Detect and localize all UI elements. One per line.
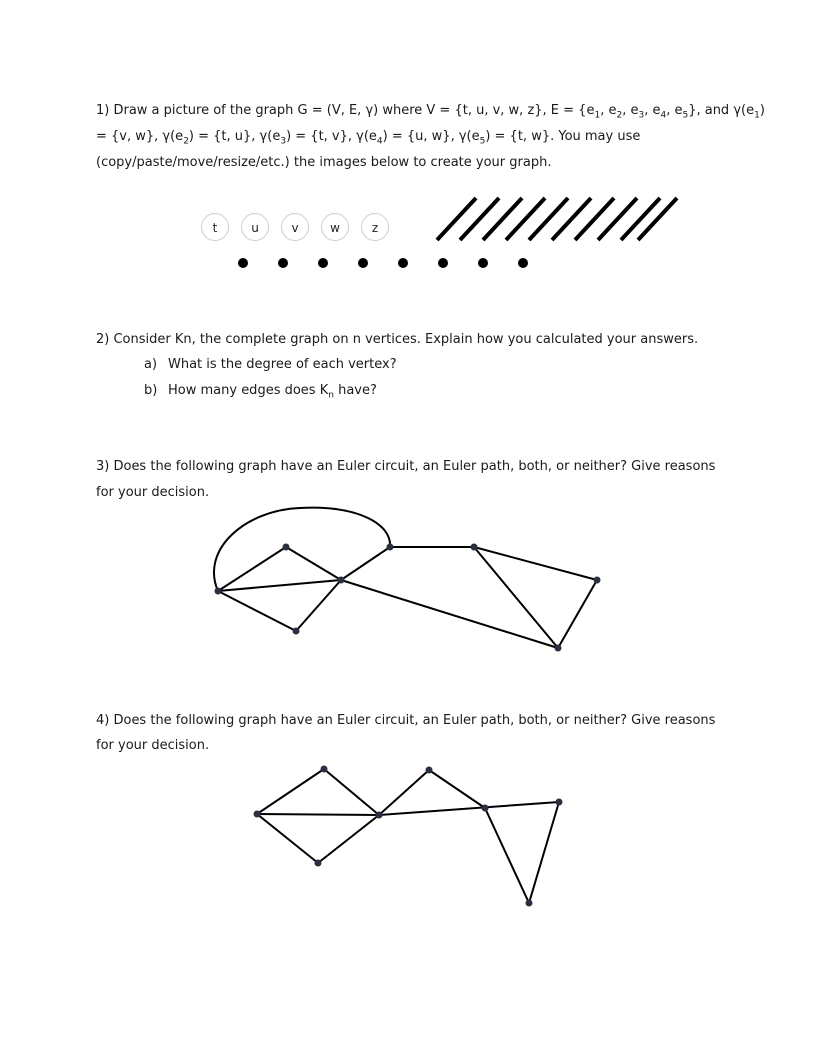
q3-line-1: 3) Does the following graph have an Euler circuit, an Euler path, both, or neither? Give reasons xyxy=(96,459,716,474)
q4-vertex xyxy=(376,812,383,819)
q4-vertex xyxy=(482,805,489,812)
q3-line-2: for your decision. xyxy=(96,485,210,500)
q4-vertex xyxy=(556,799,563,806)
vertex-label-w[interactable]: w xyxy=(321,213,349,241)
q2-intro: 2) Consider Kn, the complete graph on n vertices. Explain how you calculated your answers. xyxy=(96,332,699,347)
q1-line-1: 1) Draw a picture of the graph G = (V, E, γ) where V = {t, u, v, w, z}, $E = \{e_1$, $e_2$, $e_3$, $e_4$, $e_5$}, and $\gamma(e_1)$ xyxy=(96,103,765,121)
q4-edge xyxy=(379,770,429,815)
q4-edge xyxy=(257,769,324,814)
q4-line-2: for your decision. xyxy=(96,738,210,753)
q4-edge xyxy=(324,769,379,815)
q4-vertex xyxy=(426,767,433,774)
q2-item-b: b) How many edges does $K_n$ have? xyxy=(144,383,377,401)
q4-edge xyxy=(318,815,379,863)
q4-vertex xyxy=(254,811,261,818)
q2-item-a: a) What is the degree of each vertex? xyxy=(144,357,397,372)
q4-vertex xyxy=(526,900,533,907)
vertex-label-z[interactable]: z xyxy=(361,213,389,241)
q1-line-2: = {v, w}, $\gamma(e_2) = \{t$, u}, $\gamma(e_3) = \{t$, v}, $\gamma(e_4) = \{u$, w}, $\gamma(e_5) = \{t$, w}. You may use xyxy=(96,129,641,147)
q4-edge xyxy=(529,802,559,903)
q4-edge xyxy=(257,814,379,815)
q4-edge xyxy=(379,802,559,815)
vertex-label-v[interactable]: v xyxy=(281,213,309,241)
vertex-label-t[interactable]: t xyxy=(201,213,229,241)
q1-line-3: (copy/paste/move/resize/etc.) the images below to create your graph. xyxy=(96,155,552,170)
q4-edge xyxy=(429,770,485,808)
q4-vertex xyxy=(315,860,322,867)
q4-edge xyxy=(485,808,529,903)
q4-line-1: 4) Does the following graph have an Euler circuit, an Euler path, both, or neither? Give reasons xyxy=(96,713,716,728)
vertex-label-u[interactable]: u xyxy=(241,213,269,241)
q4-vertex xyxy=(321,766,328,773)
q4-edge xyxy=(257,814,318,863)
